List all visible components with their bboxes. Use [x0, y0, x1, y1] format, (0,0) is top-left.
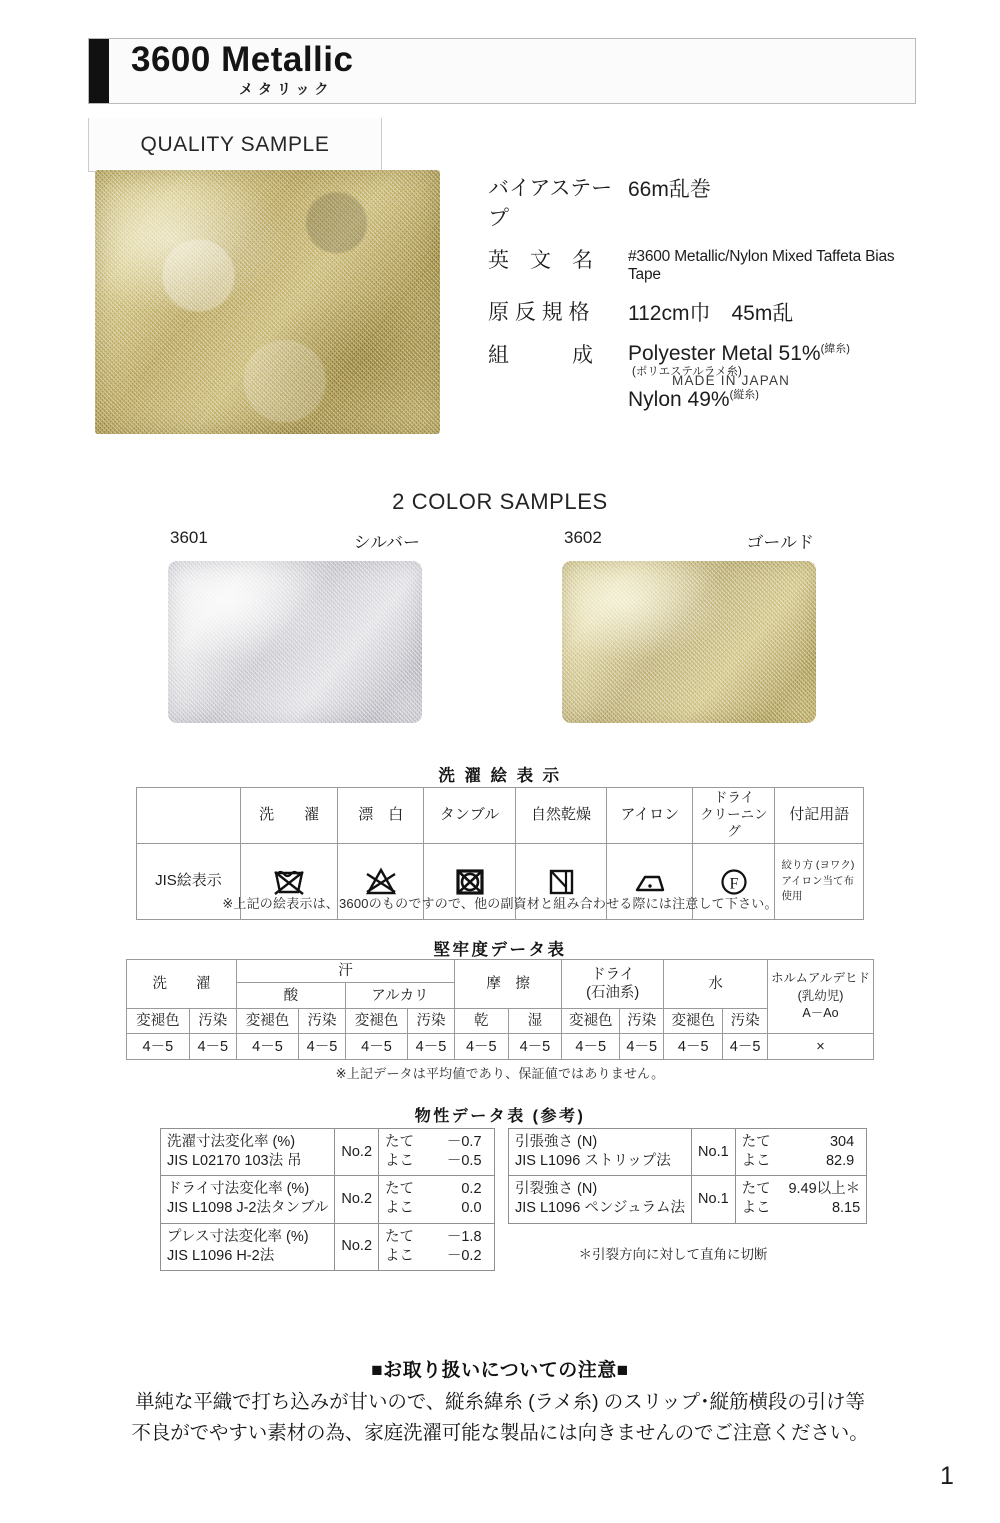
phys-right-1-val-stack	[783, 1180, 861, 1218]
composition-polyester-text: Polyester Metal 51%	[628, 342, 821, 365]
fastness-sub-6: 乾	[454, 1009, 508, 1034]
phys-left-2-name	[161, 1223, 335, 1270]
phys-left-1-name	[161, 1176, 335, 1223]
phys-left-2-directions	[379, 1223, 421, 1270]
phys-right-1-name-line2: JIS L1096 ペンジュラム法	[515, 1200, 686, 1217]
phys-right-0-dir-stack	[742, 1133, 771, 1171]
phys-left-1-val-stack	[426, 1180, 482, 1218]
fastness-value-11: 4－5	[723, 1034, 768, 1060]
color-sample-3601-swatch	[168, 561, 422, 723]
fastness-group-water: 水	[664, 960, 768, 1009]
table-row	[161, 1176, 495, 1223]
phys-right-1-sample-no: No.1	[692, 1176, 736, 1223]
phys-left-1-dir1: たて	[385, 1181, 415, 1198]
composition-nylon-note: (縦糸)	[729, 389, 759, 401]
fastness-value-10: 4－5	[664, 1034, 723, 1060]
phys-left-0-sample-no: No.2	[335, 1129, 379, 1176]
table-row	[509, 1129, 867, 1176]
fastness-value-2: 4－5	[236, 1034, 298, 1060]
fastness-formaldehyde-line3: A－Ao	[802, 1006, 839, 1021]
fastness-value-9: 4－5	[620, 1034, 664, 1060]
spec-value-english-name: #3600 Metallic/Nylon Mixed Taffeta Bias Tape	[628, 248, 895, 283]
made-in-label: MADE IN JAPAN	[672, 373, 791, 388]
phys-left-2-val-stack	[426, 1228, 482, 1266]
fastness-group-wash: 洗 濯	[127, 960, 237, 1009]
quality-sample-label: QUALITY SAMPLE	[140, 132, 330, 156]
phys-left-1-dir-stack	[385, 1180, 414, 1218]
fastness-value-3: 4－5	[299, 1034, 346, 1060]
phys-right-1-directions	[735, 1176, 777, 1223]
phys-right-0-val2: 82.9	[825, 1153, 855, 1170]
phys-right-0-name-line1: 引張強さ (N)	[515, 1134, 598, 1150]
fastness-table-title: 堅牢度データ表	[433, 941, 567, 959]
fastness-sub-0: 変褪色	[127, 1009, 190, 1034]
spec-value-standard: 112cm巾 45m乱	[628, 302, 794, 325]
phys-left-0-name	[161, 1129, 335, 1176]
phys-left-1-val2: 0.0	[461, 1200, 482, 1217]
color-sample-3602-code: 3602	[564, 528, 602, 547]
care-header-dryclean-line2: クリーニング	[700, 806, 768, 839]
fastness-group-dry	[562, 960, 664, 1009]
color-sample-3602-swatch	[562, 561, 816, 723]
phys-left-0-name-line1: 洗濯寸法変化率 (%)	[167, 1134, 296, 1150]
care-header-wash: 洗 濯	[240, 788, 338, 844]
fastness-formaldehyde-line2: (乳幼児)	[797, 988, 844, 1003]
phys-right-0-directions	[735, 1129, 777, 1176]
fastness-group-friction: 摩 擦	[454, 960, 561, 1009]
fastness-sweat-acid: 酸	[236, 983, 345, 1009]
phys-right-1-name	[509, 1176, 692, 1223]
header-title-group	[109, 39, 353, 103]
care-remarks-line2: アイロン当て布	[781, 874, 855, 887]
physical-properties-right-table	[508, 1128, 867, 1224]
page-title: 3600 Metallic	[131, 39, 354, 79]
fastness-value-0: 4－5	[127, 1034, 190, 1060]
care-table-header-row	[137, 788, 864, 844]
fastness-table-note: ※上記データは平均値であり、保証値ではありません。	[335, 1066, 665, 1081]
spec-label-english-name: 英 文 名	[488, 249, 593, 272]
phys-left-1-name-line2: JIS L1098 J-2法タンブル	[167, 1200, 329, 1217]
gold-weave-texture	[562, 561, 816, 723]
phys-left-2-values	[420, 1223, 494, 1270]
phys-right-1-name-line1: 引裂強さ (N)	[515, 1181, 598, 1198]
color-sample-3602-name: ゴールド	[746, 533, 814, 552]
spec-label-standard: 原 反 規 格	[488, 301, 590, 324]
phys-right-1-val1: 9.49以上＊	[788, 1181, 861, 1198]
phys-left-0-val-stack	[426, 1133, 482, 1171]
color-sample-3601-header	[168, 528, 422, 553]
phys-left-2-name-line2: JIS L1096 H-2法	[167, 1247, 275, 1264]
fastness-value-6: 4－5	[454, 1034, 508, 1060]
physical-table-title: 物性データ表 (参考)	[414, 1108, 586, 1125]
fastness-subheader-row	[127, 1009, 874, 1034]
phys-left-1-dir2: よこ	[385, 1200, 415, 1217]
phys-right-0-dir2: よこ	[741, 1153, 771, 1170]
care-header-blank	[137, 788, 241, 844]
care-remarks-line1: 絞り方 (ヨワク)	[781, 859, 855, 872]
table-row	[161, 1129, 495, 1176]
fastness-formaldehyde-line1: ホルムアルデヒド	[771, 971, 871, 986]
physical-properties-left-table	[160, 1128, 495, 1271]
fastness-sub-5: 汚染	[408, 1009, 455, 1034]
phys-right-0-dir1: たて	[741, 1134, 771, 1150]
main-fabric-swatch	[95, 170, 440, 434]
svg-text:F: F	[729, 875, 739, 893]
composition-polyester-note: (緯糸)	[820, 343, 850, 355]
composition-line-2	[628, 385, 850, 412]
phys-right-1-val2: 8.15	[831, 1200, 861, 1217]
phys-left-0-dir2: よこ	[385, 1153, 415, 1170]
color-sample-3602	[562, 528, 816, 723]
fastness-sub-10: 変褪色	[664, 1009, 723, 1034]
page-number: 1	[940, 1462, 954, 1490]
fastness-sub-2: 変褪色	[236, 1009, 298, 1034]
care-remarks-line3: 使用	[781, 889, 803, 902]
phys-left-2-val1: －1.8	[446, 1228, 482, 1245]
handling-notice-line1: 単純な平織で打ち込みが甘いので、縦糸緯糸 (ラメ糸) のスリップ･縦筋横段の引け等	[135, 1391, 865, 1413]
phys-left-0-dir-stack	[385, 1133, 414, 1171]
care-header-tumble: タンブル	[424, 788, 516, 844]
fastness-value-4: 4－5	[345, 1034, 407, 1060]
care-header-dryclean-line1: ドライ	[713, 790, 754, 805]
phys-left-0-values	[420, 1129, 494, 1176]
quality-sample-badge	[88, 118, 382, 172]
spec-row-standard	[488, 296, 918, 327]
phys-left-2-dir1: たて	[385, 1228, 415, 1245]
phys-left-0-val1: －0.7	[446, 1134, 482, 1150]
page-subtitle: メタリック	[239, 80, 334, 97]
phys-right-0-val-stack	[783, 1133, 855, 1171]
phys-right-0-val1: 304	[829, 1134, 855, 1150]
handling-notice-line2: 不良がでやすい素材の為、家庭洗濯可能な製品には向きませんのでご注意ください。	[131, 1422, 869, 1444]
fastness-data-table	[126, 959, 874, 1060]
care-header-bleach: 漂 白	[338, 788, 424, 844]
fastness-sub-1: 汚染	[189, 1009, 236, 1034]
fastness-values-row	[127, 1034, 874, 1060]
fastness-value-8: 4－5	[562, 1034, 620, 1060]
physical-table-footnote: ＊引裂方向に対して直角に切断	[578, 1247, 768, 1262]
phys-right-1-dir2: よこ	[741, 1200, 771, 1217]
fastness-sub-3: 汚染	[299, 1009, 346, 1034]
spec-value-bias-tape: 66m乱巻	[628, 178, 711, 201]
phys-right-1-dir1: たて	[741, 1181, 771, 1198]
fastness-group-dry-line1: ドライ	[591, 966, 635, 983]
fastness-value-5: 4－5	[408, 1034, 455, 1060]
composition-polyester-jp: (ポリエステルラメ糸)	[632, 366, 742, 378]
page-header	[88, 38, 916, 104]
fastness-sub-4: 変褪色	[345, 1009, 407, 1034]
fastness-sub-8: 変褪色	[562, 1009, 620, 1034]
care-table-note: ※上記の絵表示は、3600のものですので、他の副資材と組み合わせる際には注意して下さい。	[222, 896, 778, 911]
fastness-header-row-1	[127, 960, 874, 983]
fastness-sweat-alkali: アルカリ	[345, 983, 454, 1009]
color-samples-title: 2 COLOR SAMPLES	[392, 489, 608, 514]
fastness-sub-11: 汚染	[723, 1009, 768, 1034]
phys-left-1-sample-no: No.2	[335, 1176, 379, 1223]
spec-label-bias-tape: バイアステープ	[488, 177, 613, 230]
fabric-sheen-texture	[95, 170, 440, 434]
phys-left-2-name-line1: プレス寸法変化率 (%)	[167, 1228, 309, 1245]
color-sample-3601-code: 3601	[170, 528, 208, 547]
phys-right-1-values	[777, 1176, 867, 1223]
color-sample-3602-header	[562, 528, 816, 553]
phys-right-0-name-line2: JIS L1096 ストリップ法	[515, 1153, 671, 1170]
phys-left-0-val2: －0.5	[446, 1153, 482, 1170]
phys-right-0-sample-no: No.1	[692, 1129, 736, 1176]
phys-left-1-values	[420, 1176, 494, 1223]
phys-left-0-directions	[379, 1129, 421, 1176]
phys-left-2-val2: －0.2	[446, 1247, 482, 1264]
color-sample-3601	[168, 528, 422, 723]
silver-weave-texture	[168, 561, 422, 723]
phys-left-2-sample-no: No.2	[335, 1223, 379, 1270]
composition-nylon-text: Nylon 49%	[628, 388, 730, 411]
fastness-value-1: 4－5	[189, 1034, 236, 1060]
spec-label-composition: 組 成	[488, 344, 593, 367]
phys-left-0-dir1: たて	[385, 1134, 415, 1150]
fastness-group-dry-line2: (石油系)	[586, 985, 640, 1002]
phys-right-1-dir-stack	[742, 1180, 771, 1218]
care-header-remarks: 付記用語	[775, 788, 864, 844]
fastness-value-7: 4－5	[508, 1034, 562, 1060]
spec-row-bias-tape	[488, 172, 918, 232]
fastness-group-sweat: 汗	[236, 960, 454, 983]
fastness-group-formaldehyde	[768, 960, 874, 1034]
fastness-value-formaldehyde: ×	[768, 1034, 874, 1060]
table-row	[161, 1223, 495, 1270]
phys-right-0-values	[777, 1129, 867, 1176]
phys-left-2-dir2: よこ	[385, 1247, 415, 1264]
phys-left-1-directions	[379, 1176, 421, 1223]
spec-row-english-name	[488, 244, 918, 284]
fastness-sub-7: 湿	[508, 1009, 562, 1034]
care-header-iron: アイロン	[607, 788, 693, 844]
phys-left-1-name-line1: ドライ寸法変化率 (%)	[167, 1181, 310, 1198]
table-row	[509, 1176, 867, 1223]
care-header-dryclean	[693, 788, 775, 844]
phys-left-1-val1: 0.2	[461, 1181, 482, 1198]
phys-left-0-name-line2: JIS L02170 103法 吊	[167, 1153, 302, 1170]
phys-left-2-dir-stack	[385, 1228, 414, 1266]
care-header-natural-dry: 自然乾燥	[515, 788, 607, 844]
care-table-title: 洗 濯 絵 表 示	[438, 767, 562, 785]
header-accent-bar	[89, 39, 109, 103]
phys-right-0-name	[509, 1129, 692, 1176]
fastness-sub-9: 汚染	[620, 1009, 664, 1034]
color-sample-3601-name: シルバー	[353, 533, 420, 552]
care-row-label: JIS絵表示	[137, 843, 241, 919]
handling-notice-title: ■お取り扱いについての注意■	[371, 1360, 629, 1381]
